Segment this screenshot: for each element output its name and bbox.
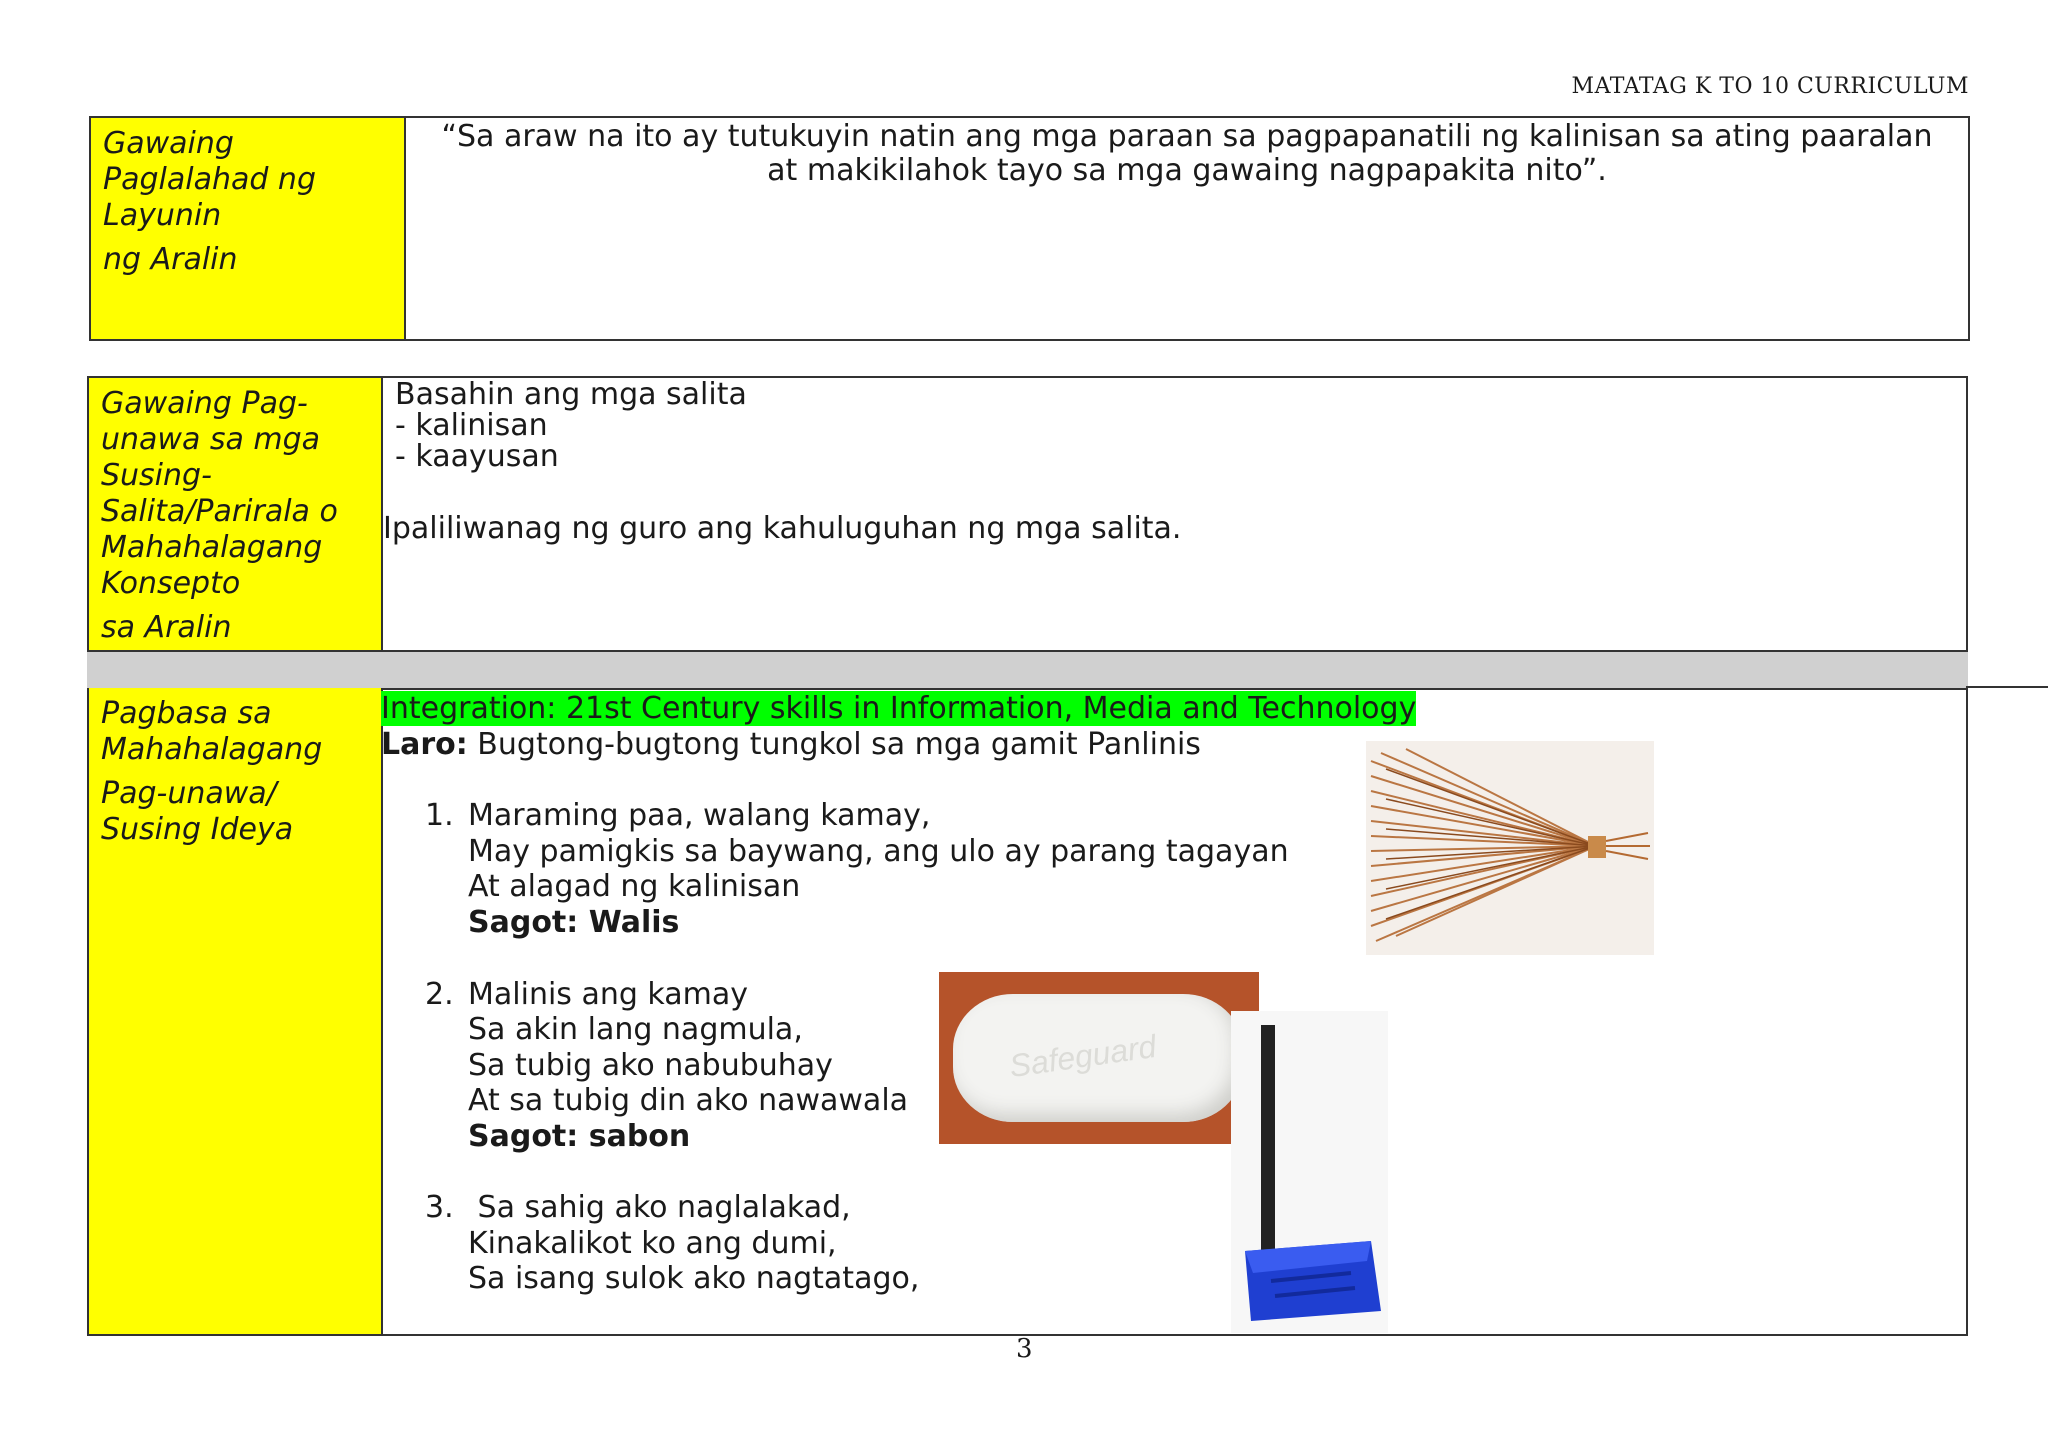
laro-line [381,727,1201,763]
label-line: Mahahalagang [101,732,323,767]
riddle-line: May pamigkis sa baywang, ang ulo ay parang tagayan [468,834,1289,869]
objective-content: “Sa araw na ito ay tutukuyin natin ang mga paraan sa pagpapanatili ng kalinisan sa ating paaralan at makikilahok tayo sa mga gawaing nagpapakita nito”. [441,119,1933,188]
label-line: Paglalahad ng [103,162,316,197]
broom-image [1366,741,1654,955]
label-line: sa Aralin [101,610,232,645]
label-line: Gawaing [103,126,234,161]
riddle-number: 2. [425,977,454,1012]
laro-text: Bugtong-bugtong tungkol sa mga gamit Panlinis [467,727,1201,762]
riddle-line: Maraming paa, walang kamay, [468,798,931,833]
label-line: Layunin [103,198,222,233]
label-line: Susing- [101,458,212,493]
separator-row [87,650,1968,690]
label-line: Pagbasa sa [101,696,272,731]
riddle-line: Sa tubig ako nabubuhay [468,1048,833,1083]
riddle-line: At alagad ng kalinisan [468,869,801,904]
label-line: Salita/Parirala o [101,494,338,529]
key-terms-content [383,378,1966,651]
dustpan-icon [1231,1011,1388,1333]
reading-label [89,688,383,1334]
label-line: Gawaing Pag- [101,386,308,421]
label-line: Pag-unawa/ [101,776,277,811]
riddle-line: At sa tubig din ako nawawala [468,1083,909,1118]
integration-note [381,691,1416,727]
riddle-answer: Sagot: sabon [468,1119,691,1154]
riddle-line: Sa sahig ako naglalakad, [468,1190,851,1225]
label-line: unawa sa mga [101,422,321,457]
riddle-line: Kinakalikot ko ang dumi, [468,1226,837,1261]
riddle-number: 1. [425,798,454,833]
soap-brand: Safeguard [1007,1027,1159,1085]
riddle-number: 3. [425,1190,454,1225]
label-line: Susing Ideya [101,812,294,847]
laro-label: Laro: [381,727,468,762]
riddle-line: Sa isang sulok ako nagtatago, [468,1261,920,1296]
curriculum-header: MATATAG K TO 10 CURRICULUM [1571,74,1969,99]
soap-image [939,972,1259,1144]
word-item: - kalinisan [395,408,548,443]
objective-table [89,116,1970,341]
riddle-line: Sa akin lang nagmula, [468,1012,803,1047]
riddle-answer: Sagot: Walis [468,905,680,940]
label-line: Mahahalagang [101,530,323,565]
label-line: Konsepto [101,566,241,601]
broom-icon [1366,741,1654,955]
riddle-line: Malinis ang kamay [468,977,749,1012]
page-number: 3 [1016,1334,1033,1364]
row-divider-line [1966,686,2048,688]
word-item: - kaayusan [395,439,559,474]
key-terms-label [89,378,383,651]
dustpan-image [1231,1011,1388,1333]
objective-label [91,118,406,339]
label-line: ng Aralin [103,242,238,277]
explanation-text: Ipaliliwanag ng guro ang kahuluguhan ng mga salita. [383,511,1182,546]
integration-highlight: Integration: 21st Century skills in Information, Media and Technology [381,691,1417,726]
instruction-text: Basahin ang mga salita [395,377,747,412]
